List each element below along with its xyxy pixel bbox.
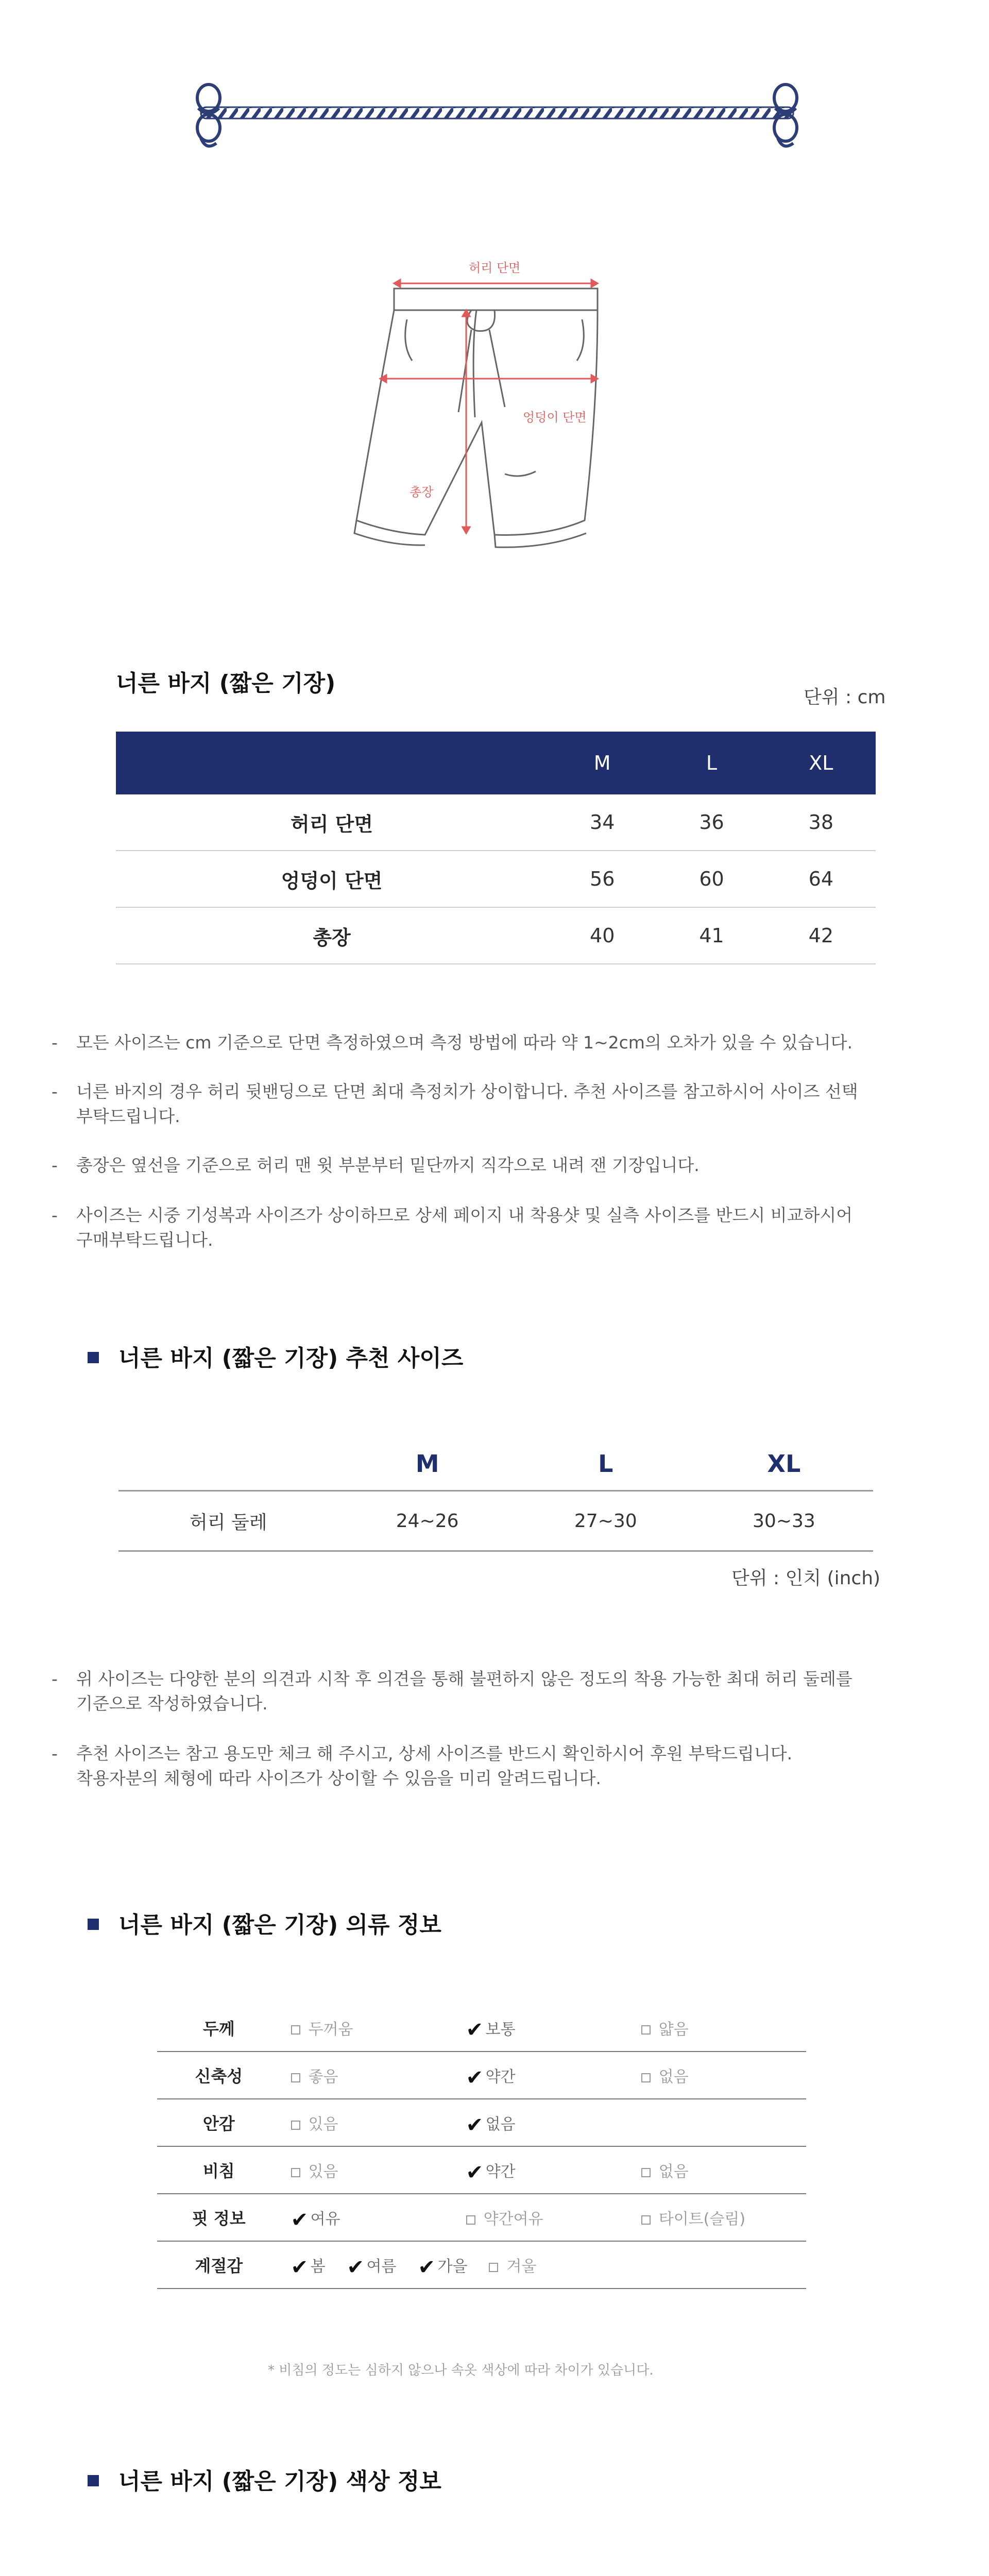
- table-row: [157, 2146, 806, 2194]
- option-label: 없음: [658, 2068, 689, 2086]
- checkbox-icon: [466, 2215, 475, 2225]
- size-table: [116, 732, 876, 964]
- table-cell: [281, 2146, 456, 2194]
- table-row: [157, 2052, 806, 2099]
- option-label: 두꺼움: [308, 2020, 353, 2039]
- table-cell: 36: [657, 794, 766, 851]
- size-note: - 모든 사이즈는 cm 기준으로 단면 측정하였으며 측정 방법에 따라 약 1~2cm의 오차가 있을 수 있습니다.: [52, 1032, 853, 1053]
- table-cell: 64: [766, 851, 876, 907]
- table-cell: [631, 2004, 806, 2052]
- option-label: 약간: [485, 2163, 516, 2181]
- recommend-note: - 위 사이즈는 다양한 분의 의견과 시착 후 의견을 통해 불편하지 않은 정도의 착용 가능한 최대 허리 둘레를 기준으로 작성하였습니다.: [52, 1669, 852, 1714]
- option-label: 약간: [485, 2068, 516, 2086]
- diagram-waist-label: 허리 단면: [469, 261, 521, 275]
- rec-col-header: M: [338, 1437, 517, 1491]
- checkmark-icon: ✔: [466, 2065, 484, 2090]
- checkbox-icon: [291, 2168, 300, 2177]
- checkbox-icon: [641, 2215, 651, 2225]
- checkbox-icon: [291, 2025, 300, 2035]
- table-cell: 41: [657, 907, 766, 964]
- checkmark-icon: ✔: [466, 2018, 484, 2042]
- checkmark-icon: ✔: [291, 2255, 309, 2279]
- row-label: 엉덩이 단면: [116, 851, 548, 907]
- table-cell: [456, 2146, 631, 2194]
- checkmark-icon: ✔: [466, 2160, 484, 2184]
- recommend-title: 너른 바지 (짧은 기장) 추천 사이즈: [88, 1340, 463, 1372]
- table-cell: 40: [548, 907, 657, 964]
- row-label: 두께: [157, 2004, 281, 2052]
- size-col-header: [116, 732, 548, 794]
- rec-col-header: L: [517, 1437, 695, 1491]
- table-row: [157, 2241, 806, 2289]
- table-cell: [631, 2146, 806, 2194]
- fabric-footnote: * 비침의 정도는 심하지 않으나 속옷 색상에 따라 차이가 있습니다.: [268, 2363, 654, 2378]
- option-label: 있음: [308, 2163, 338, 2181]
- table-cell: 42: [766, 907, 876, 964]
- table-row: [118, 1491, 873, 1551]
- diagram-hip-label: 엉덩이 단면: [523, 410, 587, 425]
- color-info-title: 너른 바지 (짧은 기장) 색상 정보: [88, 2463, 441, 2496]
- row-label: 핏 정보: [157, 2194, 281, 2241]
- option-label: 가을: [437, 2258, 468, 2276]
- size-unit-label: 단위 : cm: [804, 687, 886, 708]
- option-label: 봄: [310, 2258, 326, 2276]
- table-row: [157, 2099, 806, 2146]
- table-cell: [281, 2241, 806, 2289]
- table-cell: 60: [657, 851, 766, 907]
- checkbox-icon: [641, 2025, 651, 2035]
- table-cell: 24~26: [338, 1491, 517, 1551]
- row-label: 신축성: [157, 2052, 281, 2099]
- option-label: 없음: [658, 2163, 689, 2181]
- checkbox-icon: [641, 2073, 651, 2082]
- section-bullet-icon: [88, 2475, 99, 2486]
- table-cell: 30~33: [695, 1491, 873, 1551]
- table-row: [157, 2194, 806, 2241]
- table-cell: 38: [766, 794, 876, 851]
- row-label: 안감: [157, 2099, 281, 2146]
- checkmark-icon: ✔: [347, 2255, 365, 2279]
- checkmark-icon: ✔: [418, 2255, 436, 2279]
- table-row: [116, 907, 876, 964]
- size-note: - 사이즈는 시중 기성복과 사이즈가 상이하므로 상세 페이지 내 착용샷 및 실측 사이즈를 반드시 비교하시어 구매부탁드립니다.: [52, 1205, 853, 1250]
- table-cell: [456, 2099, 631, 2146]
- option-label: 겨울: [506, 2258, 537, 2276]
- option-label: 약간여유: [483, 2210, 543, 2228]
- option-label: 얇음: [658, 2020, 689, 2039]
- table-cell: 27~30: [517, 1491, 695, 1551]
- table-cell: [281, 2194, 456, 2241]
- section-bullet-icon: [88, 1352, 99, 1363]
- recommend-table: [118, 1437, 873, 1552]
- option-label: 보통: [485, 2020, 516, 2039]
- checkbox-icon: [641, 2168, 651, 2177]
- fabric-info-table: [157, 2004, 806, 2289]
- row-label: 허리 단면: [116, 794, 548, 851]
- size-section-title: 너른 바지 (짧은 기장): [116, 670, 336, 697]
- table-cell: [631, 2099, 806, 2146]
- option-label: 여유: [310, 2210, 340, 2228]
- checkbox-icon: [489, 2263, 498, 2272]
- rec-col-header: XL: [695, 1437, 873, 1491]
- table-cell: [281, 2052, 456, 2099]
- table-cell: [456, 2004, 631, 2052]
- checkmark-icon: ✔: [291, 2208, 309, 2232]
- size-note: - 총장은 옆선을 기준으로 허리 맨 윗 부분부터 밑단까지 직각으로 내려 잰 기장입니다.: [52, 1155, 700, 1175]
- table-cell: [281, 2004, 456, 2052]
- shorts-diagram: [340, 252, 649, 572]
- table-row: [116, 794, 876, 851]
- recommend-note: - 추천 사이즈는 참고 용도만 체크 해 주시고, 상세 사이즈를 반드시 확인하시어 후원 부탁드립니다. 착용자분의 체형에 따라 사이즈가 상이할 수 있음을 미리 알려드립니다.: [52, 1743, 793, 1788]
- size-col-header: L: [657, 732, 766, 794]
- option-label: 여름: [366, 2258, 397, 2276]
- row-label: 총장: [116, 907, 548, 964]
- table-cell: [631, 2052, 806, 2099]
- checkbox-icon: [291, 2121, 300, 2130]
- table-cell: 56: [548, 851, 657, 907]
- option-label: 좋음: [308, 2068, 338, 2086]
- size-col-header: XL: [766, 732, 876, 794]
- table-cell: [631, 2194, 806, 2241]
- table-cell: [456, 2194, 631, 2241]
- option-label: 없음: [485, 2115, 516, 2133]
- recommend-unit-label: 단위 : 인치 (inch): [731, 1568, 881, 1589]
- table-row: [157, 2004, 806, 2052]
- table-cell: [456, 2052, 631, 2099]
- rope-divider: [170, 77, 824, 155]
- table-row: [116, 851, 876, 907]
- checkbox-icon: [291, 2073, 300, 2082]
- size-col-header: M: [548, 732, 657, 794]
- table-cell: [281, 2099, 456, 2146]
- diagram-length-label: 총장: [410, 485, 434, 499]
- table-cell: 34: [548, 794, 657, 851]
- row-label: 비침: [157, 2146, 281, 2194]
- fabric-info-title: 너른 바지 (짧은 기장) 의류 정보: [88, 1906, 441, 1939]
- rec-col-header: [118, 1437, 338, 1491]
- option-label: 있음: [308, 2115, 338, 2133]
- size-note: - 너른 바지의 경우 허리 뒷밴딩으로 단면 최대 측정치가 상이합니다. 추천 사이즈를 참고하시어 사이즈 선택 부탁드립니다.: [52, 1081, 858, 1126]
- row-label: 계절감: [157, 2241, 281, 2289]
- option-label: 타이트(슬림): [658, 2210, 746, 2228]
- row-label: 허리 둘레: [118, 1491, 338, 1551]
- checkmark-icon: ✔: [466, 2113, 484, 2137]
- section-bullet-icon: [88, 1919, 99, 1930]
